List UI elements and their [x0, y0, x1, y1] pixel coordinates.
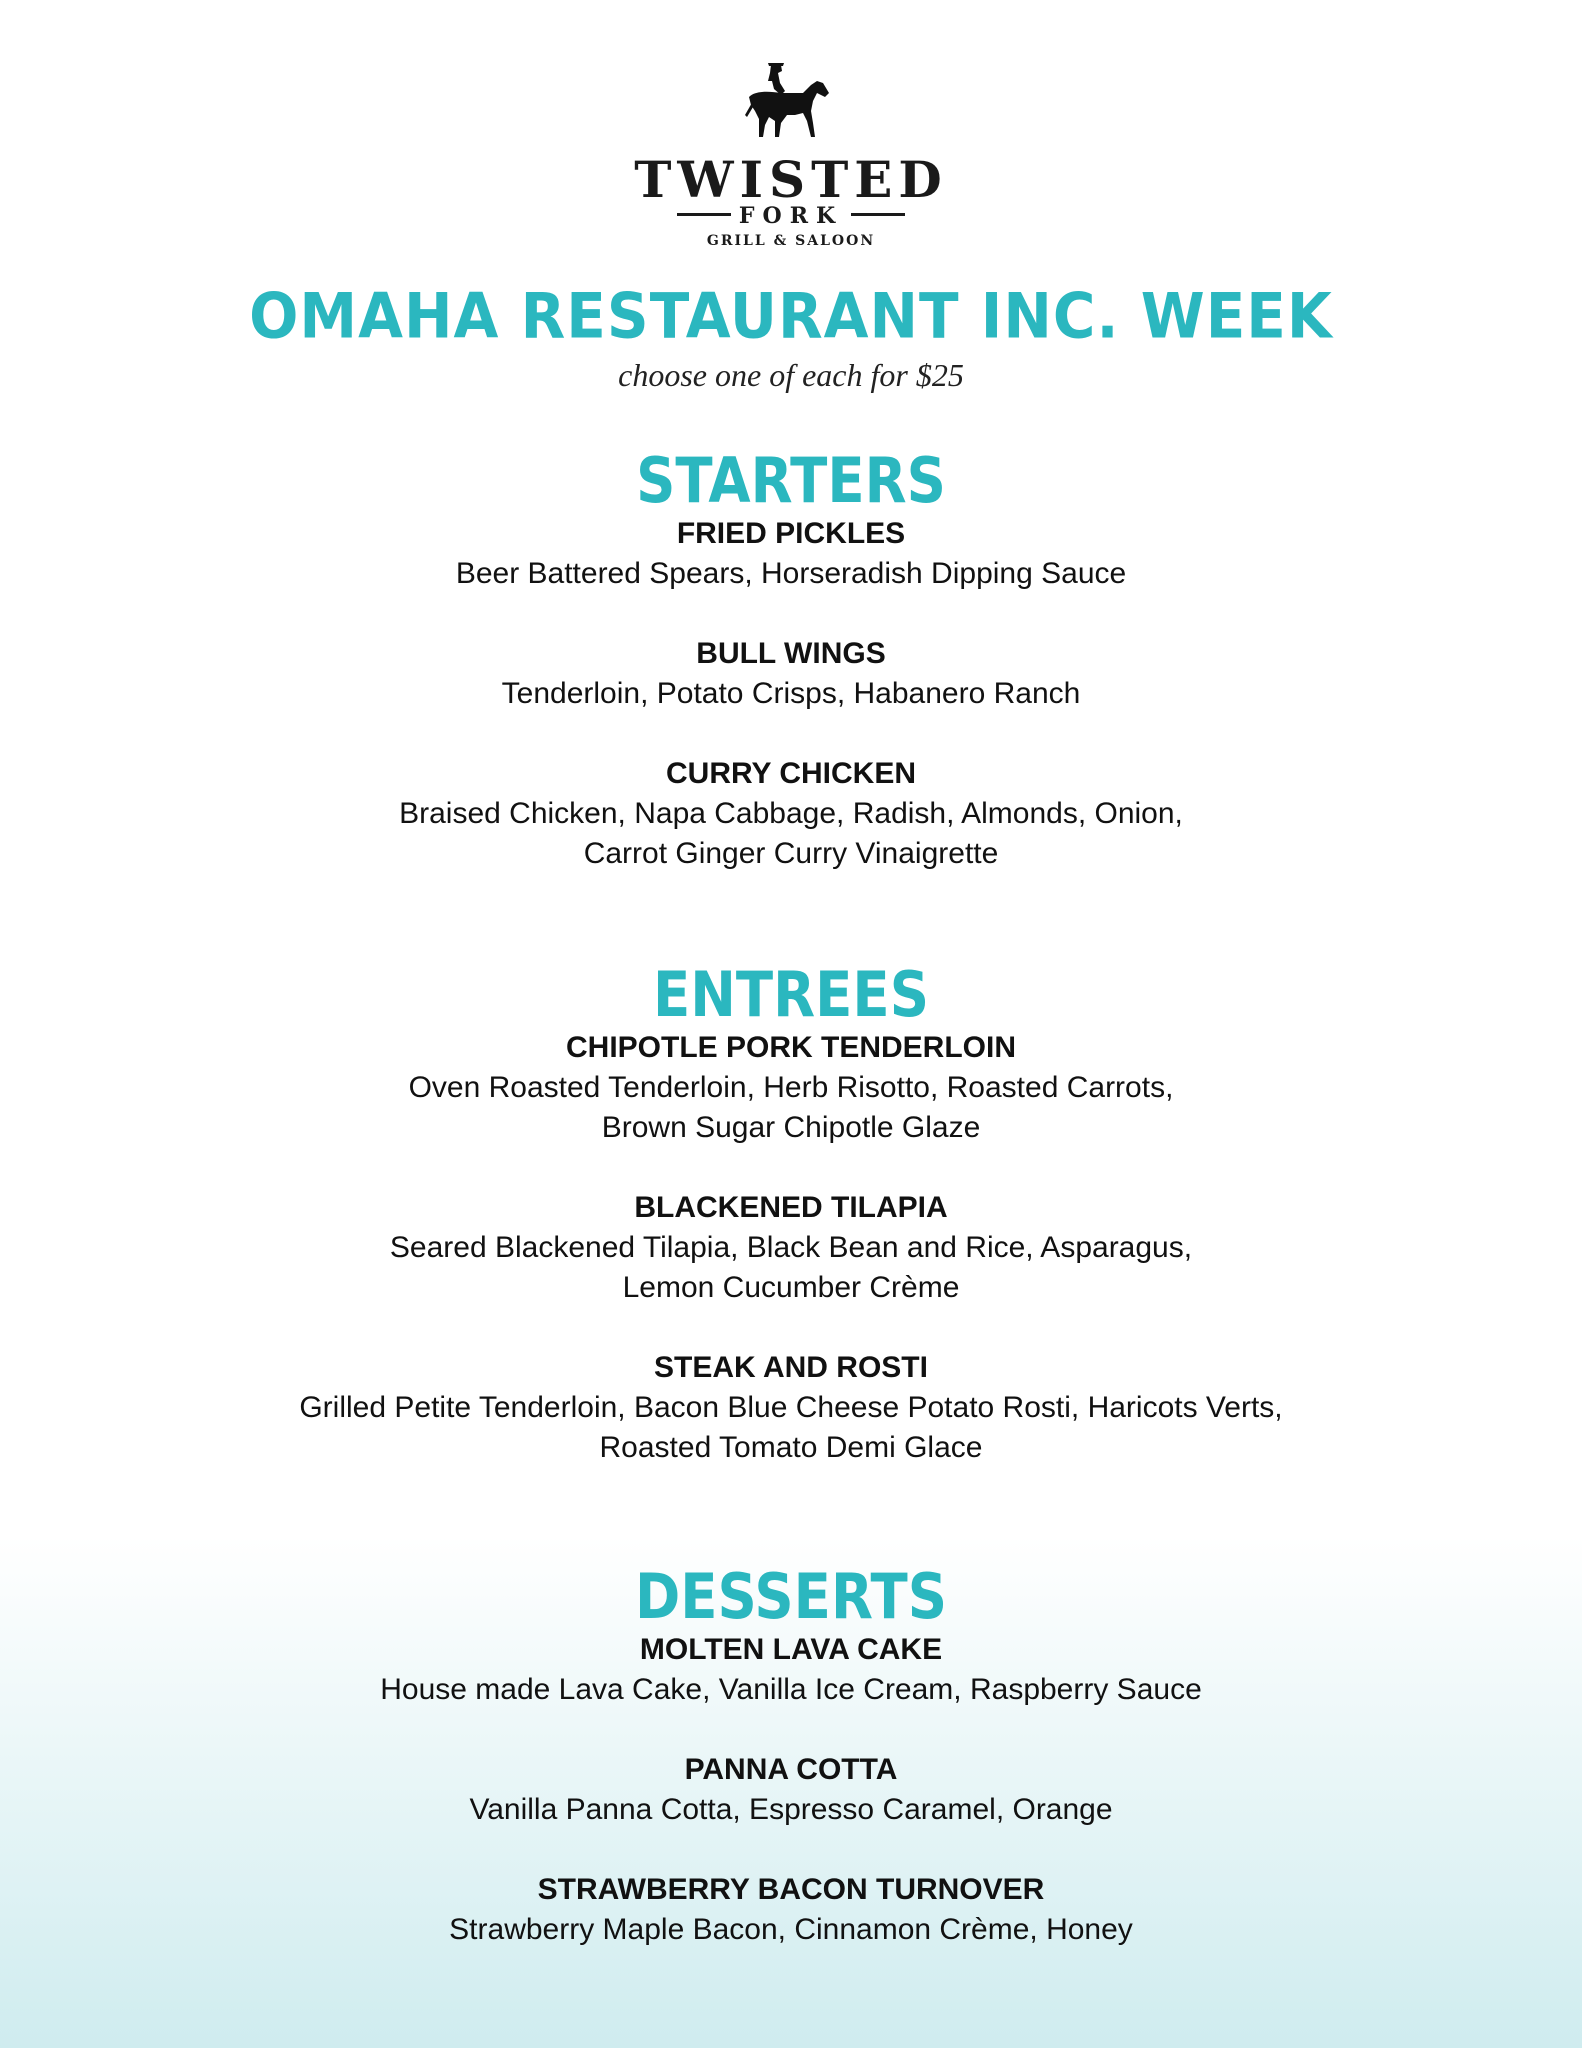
menu-item: [0, 1028, 1582, 1148]
page-subtitle: choose one of each for $25: [618, 357, 964, 393]
section-heading: STARTERS: [636, 444, 946, 517]
menu-item: [0, 1188, 1582, 1308]
page-title: OMAHA RESTAURANT INC. WEEK: [249, 279, 1333, 353]
item-description: Oven Roasted Tenderloin, Herb Risotto, Roasted Carrots,: [408, 1071, 1174, 1104]
menu-item: [0, 1750, 1582, 1830]
section-starters: [0, 446, 1582, 874]
item-description: Roasted Tomato Demi Glace: [599, 1431, 983, 1464]
item-description: Vanilla Panna Cotta, Espresso Caramel, Orange: [469, 1793, 1113, 1826]
item-description: Strawberry Maple Bacon, Cinnamon Crème, Honey: [449, 1913, 1133, 1946]
restaurant-logo: [591, 55, 991, 255]
item-name: PANNA COTTA: [684, 1753, 898, 1786]
item-description: Brown Sugar Chipotle Glaze: [601, 1111, 981, 1144]
section-heading: ENTREES: [652, 958, 929, 1031]
item-name: MOLTEN LAVA CAKE: [639, 1633, 943, 1666]
section-heading: DESSERTS: [634, 1560, 948, 1633]
menu-item: [0, 514, 1582, 594]
item-name: BLACKENED TILAPIA: [634, 1191, 948, 1224]
section-desserts: [0, 1562, 1582, 1950]
menu-item: [0, 634, 1582, 714]
section-entrees: [0, 960, 1582, 1468]
item-description: Braised Chicken, Napa Cabbage, Radish, Almonds, Onion,: [399, 797, 1183, 830]
item-description: Carrot Ginger Curry Vinaigrette: [583, 837, 999, 870]
item-description: Beer Battered Spears, Horseradish Dipping Sauce: [455, 557, 1127, 590]
logo-rule-left: [677, 213, 731, 216]
menu-item: [0, 754, 1582, 874]
logo-subtitle: GRILL & SALOON: [706, 233, 876, 249]
menu-item: [0, 1348, 1582, 1468]
item-name: STEAK AND ROSTI: [654, 1351, 928, 1384]
logo-wordmark: TWISTED: [634, 150, 948, 209]
menu-item: [0, 1870, 1582, 1950]
item-name: FRIED PICKLES: [676, 517, 906, 550]
item-description: House made Lava Cake, Vanilla Ice Cream, Raspberry Sauce: [380, 1673, 1202, 1706]
item-description: Grilled Petite Tenderloin, Bacon Blue Cheese Potato Rosti, Haricots Verts,: [299, 1391, 1283, 1424]
item-name: CURRY CHICKEN: [665, 757, 917, 790]
item-description: Seared Blackened Tilapia, Black Bean and Rice, Asparagus,: [389, 1231, 1193, 1264]
item-name: BULL WINGS: [696, 637, 886, 670]
item-name: STRAWBERRY BACON TURNOVER: [537, 1873, 1045, 1906]
item-description: Tenderloin, Potato Crisps, Habanero Ranch: [501, 677, 1081, 710]
logo-rule-right: [851, 213, 905, 216]
item-name: CHIPOTLE PORK TENDERLOIN: [565, 1031, 1016, 1064]
menu-item: [0, 1630, 1582, 1710]
logo-fork-line: [591, 203, 991, 229]
horse-rider-icon: [741, 61, 841, 146]
logo-fork-text: FORK: [738, 203, 844, 229]
item-description: Lemon Cucumber Crème: [622, 1271, 960, 1304]
